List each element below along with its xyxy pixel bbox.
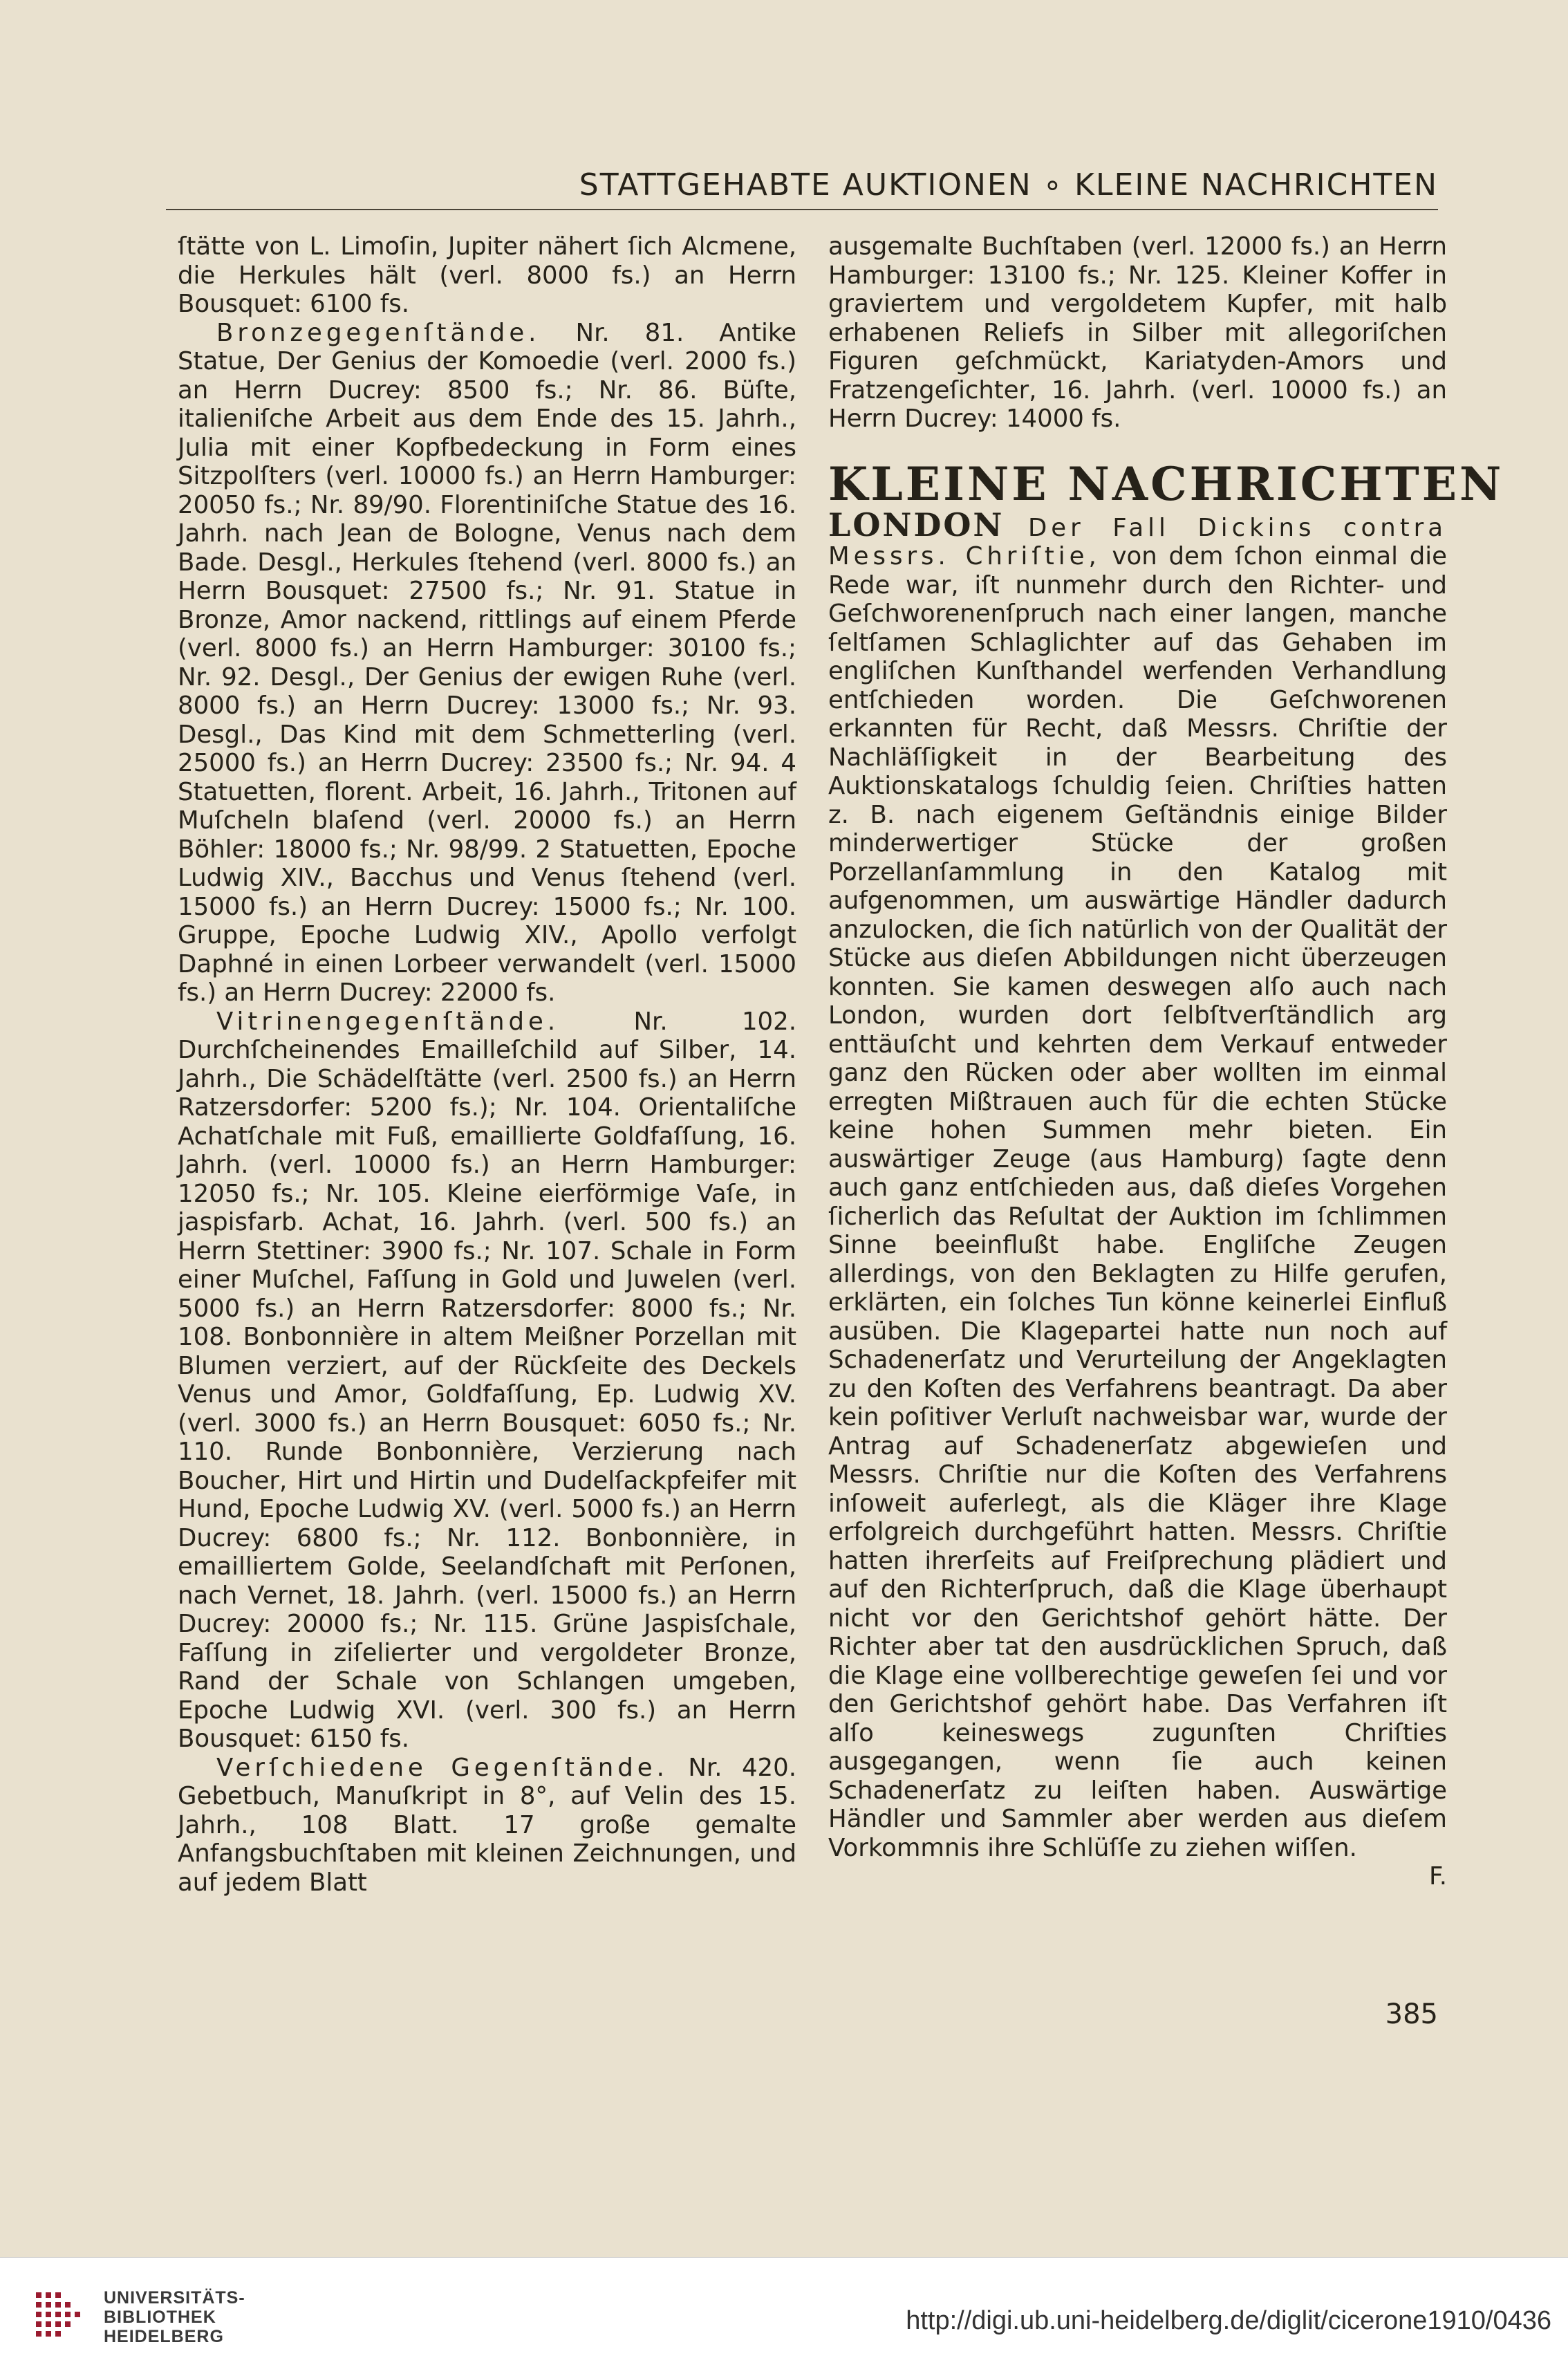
case-title: Der Fall Dickins contra Messrs. Chriſtie, [828, 513, 1447, 570]
paragraph-continuation: ſtätte von L. Limoſin, Jupiter nähert ſich Alcmene, die Herkules hält (verl. 8000 fs.) an Herrn Bousquet: 6100 fs. [178, 232, 796, 318]
university-seal-icon [28, 2285, 90, 2348]
running-header: STATTGEHABTE AUKTIONEN ∘ KLEINE NACHRICHTEN [166, 169, 1438, 210]
library-logo-text [104, 2288, 245, 2346]
paragraph-vitrine [178, 1008, 796, 1754]
paragraph-london [828, 505, 1447, 1863]
source-url-link[interactable]: http://digi.ub.uni-heidelberg.de/diglit/cicerone1910/0436 [906, 2306, 1551, 2335]
paragraph-body: Nr. 102. Durchſcheinendes Emailleſchild auf Silber, 14. Jahrh., Die Schädelſtätte (verl. 2500 fs.) an Herrn Ratzersdorfer: 5200 fs.); Nr. 104. Orientaliſche Achatſchale mit Fuß, emaillierte Goldfaſſung, 16. Jahrh. (verl. 10000 fs.) an Herrn Hamburger: 12050 fs.; Nr. 105. Kleine eierförmige Vaſe, in jaspisfarb. Achat, 16. Jahrh. (verl. 500 fs.) an Herrn Stettiner: 3900 fs.; Nr. 107. Schale in Form einer Muſchel, Faſſung in Gold und Juwelen (verl. 5000 fs.) an Herrn Ratzersdorfer: 8000 fs.; Nr. 108. Bonbonnière in altem Meißner Porzellan mit Blumen verziert, auf der Rückſeite des Deckels Venus und Amor, Goldfaſſung, Ep. Ludwig XV. (verl. 3000 fs.) an Herrn Bousquet: 6050 fs.; Nr. 110. Runde Bonbonnière, Verzierung nach Boucher, Hirt und Hirtin und Dudelſackpfeifer mit Hund, Epoche Ludwig XV. (verl. 5000 fs.) an Herrn Ducrey: 6800 fs.; Nr. 112. Bonbonnière, in emailliertem Golde, Seelandſchaft mit Perſonen, nach Vernet, 18. Jahrh. (verl. 15000 fs.) an Herrn Ducrey: 20000 fs.; Nr. 115. Grüne Jaspisſchale, Faſſung in ziſelierter und vergoldeter Bronze, Rand der Schale von Schlangen umgeben, Epoche Ludwig XVI. (verl. 300 fs.) an Herrn Bousquet: 6150 fs. [178, 1007, 796, 1753]
logo-line: UNIVERSITÄTS- [104, 2288, 245, 2308]
page-number: 385 [1385, 1998, 1438, 2030]
paragraph-bronze [178, 319, 796, 1008]
section-head-vitrine: Vitrinengegenſtände. [216, 1007, 560, 1036]
paragraph-body: von dem ſchon einmal die Rede war, iſt nunmehr durch den Richter- und Geſchworenenſpruch nach einer langen, manche ſeltſamen Schlaglichter auf das Gehaben im engliſchen Kunſthandel werfenden Verhandlung entſchieden worden. Die Geſchworenen erkannten für Recht, daß Messrs. Chriſtie der Nachläſſigkeit in der Bearbeitung des Auktionskatalogs ſchuldig ſeien. Chriſties hatten z. B. nach eigenem Geſtändnis einige Bilder minderwertiger Stücke der großen Porzellanſammlung in den Katalog mit aufgenommen, um auswärtige Händler dadurch anzulocken, die ſich natürlich von der Qualität der Stücke aus dieſen Abbildungen nicht überzeugen konnten. Sie kamen deswegen alſo auch nach London, wurden dort ſelbſtverſtändlich arg enttäuſcht und kehrten dem Verkauf entweder ganz den Rücken oder aber wollten im einmal erregten Mißtrauen auch für die echten Stücke keine hohen Summen mehr bieten. Ein auswärtiger Zeuge (aus Hamburg) ſagte denn auch ganz entſchieden aus, daß dieſes Vorgehen ſicherlich das Reſultat der Auktion im ſchlimmen Sinne beeinflußt habe. Engliſche Zeugen allerdings, von den Beklagten zu Hilfe gerufen, erklärten, ein ſolches Tun könne keinerlei Einfluß ausüben. Die Klagepartei hatte nun noch auf Schadenerſatz und Verurteilung der Angeklagten zu den Koſten des Verfahrens beantragt. Da aber kein poſitiver Verluſt nachweisbar war, wurde der Antrag auf Schadenerſatz abgewieſen und Messrs. Chriſtie nur die Koſten des Verfahrens inſoweit auferlegt, als die Kläger ihre Klage erfolgreich durchgeführt hatten. Messrs. Chriſtie hatten ihrerſeits auf Freiſprechung plädiert und auf den Richterſpruch, daß die Klage überhaupt nicht vor den Gerichtshof gehört hätte. Der Richter aber tat den ausdrücklichen Spruch, daß die Klage eine vollberechtige geweſen ſei und vor den Gerichtshof gehört habe. Das Verfahren iſt alſo keineswegs zugunſten Chriſties ausgegangen, wenn ſie auch keinen Schadenerſatz zu leiſten haben. Auswärtige Händler und Sammler aber werden aus dieſem Vorkommnis ihre Schlüſſe zu ziehen wiſſen. [828, 542, 1447, 1862]
paragraph-body: Nr. 420. Gebetbuch, Manuſkript in 8°, auf Velin des 15. Jahrh., 108 Blatt. 17 große gemalte Anfangsbuchſtaben mit kleinen Zeichnungen, und auf jedem Blatt [178, 1753, 796, 1897]
right-column [828, 232, 1504, 1891]
section-title: KLEINE NACHRICHTEN [828, 456, 1504, 511]
logo-line: BIBLIOTHEK [104, 2308, 216, 2327]
paragraph-continuation: ausgemalte Buchſtaben (verl. 12000 fs.) an Herrn Hamburger: 13100 fs.; Nr. 125. Kleiner Koffer in graviertem und vergoldetem Kupfer, mit halb erhabenen Reliefs in Silber mit allegoriſchen Figuren geſchmückt, Kariatyden-Amors und Fratzengeſichter, 16. Jahrh. (verl. 10000 fs.) an Herrn Ducrey: 14000 fs. [828, 232, 1447, 433]
footer-bar [0, 2257, 1568, 2367]
city-heading: LONDON [828, 505, 1005, 544]
logo-line: HEIDELBERG [104, 2327, 224, 2346]
paragraph-body: Nr. 81. Antike Statue, Der Genius der Komoedie (verl. 2000 fs.) an Herrn Ducrey: 8500 fs.; Nr. 86. Büſte, italieniſche Arbeit aus dem Ende des 15. Jahrh., Julia mit einer Kopfbedeckung in Form eines Sitzpolſters (verl. 10000 fs.) an Herrn Hamburger: 20050 fs.; Nr. 89/90. Florentiniſche Statue des 16. Jahrh. nach Jean de Bologne, Venus nach dem Bade. Desgl., Herkules ſtehend (verl. 8000 fs.) an Herrn Bousquet: 27500 fs.; Nr. 91. Statue in Bronze, Amor nackend, rittlings auf einem Pferde (verl. 8000 fs.) an Herrn Hamburger: 30100 fs.; Nr. 92. Desgl., Der Genius der ewigen Ruhe (verl. 8000 fs.) an Herrn Ducrey: 13000 fs.; Nr. 93. Desgl., Das Kind mit dem Schmetterling (verl. 25000 fs.) an Herrn Ducrey: 23500 fs.; Nr. 94. 4 Statuetten, florent. Arbeit, 16. Jahrh., Tritonen auf Muſcheln blaſend (verl. 20000 fs.) an Herrn Böhler: 18000 fs.; Nr. 98/99. 2 Statuetten, Epoche Ludwig XIV., Bacchus und Venus ſtehend (verl. 15000 fs.) an Herrn Ducrey: 15000 fs.; Nr. 100. Gruppe, Epoche Ludwig XIV., Apollo verfolgt Daphné in einen Lorbeer verwandelt (verl. 15000 fs.) an Herrn Ducrey: 22000 fs. [178, 318, 796, 1007]
author-signature: F. [1428, 1862, 1447, 1891]
paragraph-misc [178, 1754, 796, 1897]
left-column [178, 232, 796, 1897]
section-head-misc: Verſchiedene Gegenſtände. [216, 1753, 669, 1782]
section-head-bronze: Bronzegegenſtände. [216, 318, 541, 347]
